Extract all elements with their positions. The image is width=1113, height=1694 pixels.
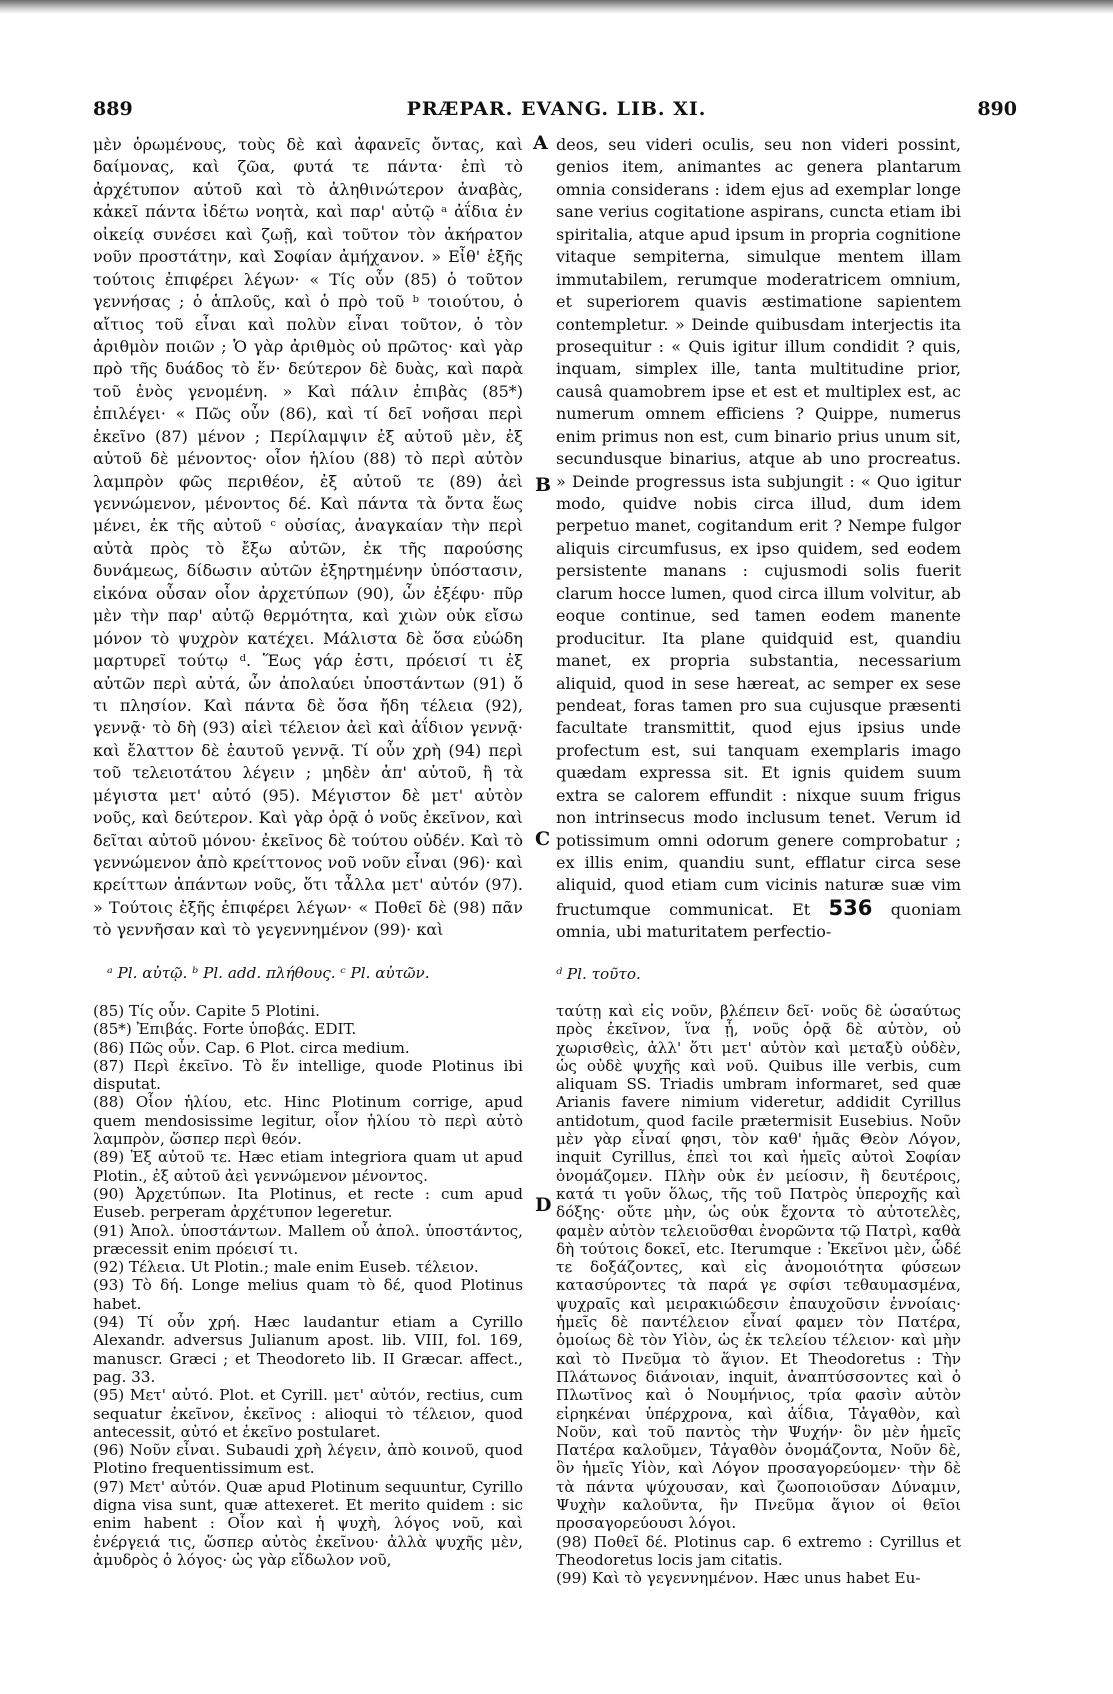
note: (97) Μετ' αὐτόν. Quæ apud Plotinum sequuntur, Cyrillo digna visa sunt, quæ attexeret. Et merito quidem : sic enim habent : Οἷον καὶ ἡ ψυχὴ, λόγος νοῦ, καὶ ἐνέργειά τις, ὥσπερ αὐτὸς ἐκεῖνου· ἀλλὰ ψυχῆς μὲν, ἀμυδρὸς ὁ λόγος· ὡς γὰρ εἴδωλον νοῦ, <box>93 1477 523 1569</box>
note: (92) Τέλεια. Ut Plotin.; male enim Euseb. τέλειον. <box>93 1258 479 1277</box>
section-marker-d: D <box>535 1194 552 1216</box>
latin-text-tail: quoniam omnia, ubi maturitatem perfectio- <box>556 899 961 942</box>
note: (86) Πῶς οὖν. Cap. 6 Plot. circa medium. <box>93 1038 410 1057</box>
page-number-536: 536 <box>828 895 873 920</box>
latin-column <box>556 134 961 944</box>
latin-text-main: deos, seu videri oculis, seu non videri possint, genios item, animantes ac genera plantarum omnia considerans : idem ejus ad exemplar longe sane verius cogitatione aspirans, cuncta etiam ibi spiritalia, atque apud ipsum in propria cognitione vitaque sempiterna, simulque mentem illam immutabilem, rerumque moderatricem omnium, et superiorem quavis æstimatione sapientem contempletur. » Deinde quibusdam interjectis ita prosequitur : « Quis igitur illum condidit ? quis, inquam, simplex ille, tanta multitudine prior, causâ quamobrem ipse et est et multiplex est, ac numerum omnem efficiens ? Quippe, numerus enim primus non est, cum binario prius unum sit, secundusque binarius, atque ab uno procreatus. » Deinde progressus ista subjungit : « Quo igitur modo, quidve nobis circa illud, dum idem perpetuo manet, cogitandum erit ? Nempe fulgor aliquis circumfusus, ex ipso quidem, sed eodem persistente manans : cujusmodi solis fuerit clarum hocce lumen, quod circa illum volvitur, ab eoque continue, sed tamen eodem manente producitur. Ita plane quidquid est, quandiu manet, ex propria substantia, necessarium aliquid, quod in sese hæreat, ac semper ex sese pendeat, foras tamen pro sua cujusque præsenti facultate transmittit, quod ejus ipsius unde profectum est, sui tanquam exemplaris imago quædam expressa sit. Et ignis quidem suum extra se calorem effundit : nixque suum frigus non intrinsecus modo inclusum tenet. Verum id potissimum omni odorum genere comprobatur ; ex illis enim, quandiu sunt, efflatur circa sese aliquid, quod etiam cum vicinis naturæ suæ vim fructumque communicat. Et <box>556 135 961 919</box>
section-marker-b: B <box>535 474 552 496</box>
section-marker-c: C <box>535 828 551 850</box>
note: (99) Καὶ τὸ γεγεννημένον. Hæc unus habet Eu- <box>556 1569 921 1588</box>
page-number-left: 889 <box>93 98 133 120</box>
note: (98) Ποθεῖ δέ. Plotinus cap. 6 extremo : Cyrillus et Theodoretus locis jam citatis. <box>556 1532 961 1569</box>
note: (85*) Ἐπιβάς. Forte ὑποβάς. EDIT. <box>93 1020 357 1039</box>
scan-top-edge <box>0 0 1113 14</box>
editor-notes-right <box>556 1002 961 1588</box>
note: ταύτῃ καὶ εἰς νοῦν, βλέπειν δεῖ· νοῦς δὲ ὡσαύτως πρὸς ἐκεῖνον, ἵνα ᾖ, νοῦς ὁρᾷ δὲ αὐτὸν, οὐ χωρισθεὶς, ἀλλ' ὅτι μετ' αὐτὸν καὶ μεταξὺ οὐδὲν, ὡς οὐδὲ ψυχῆς καὶ νοῦ. Quibus ille verbis, cum aliquam SS. Triadis umbram informaret, sed quæ Arianis favere nimium videretur, addidit Cyrillus antidotum, quod facile prætermisit Eusebius. Νοῦν μὲν γὰρ εἶναί φησι, τὸν καθ' ἡμᾶς Θεὸν Λόγον, inquit Cyrillus, ἐπεὶ τοι καὶ ἡμεῖς αὐτοὶ Σοφίαν ὀνομάζομεν. Πλὴν οὐκ ἐν μείοσιν, ἢ δευτέροις, κατά τι γοῦν ὅλως, τῆς τοῦ Πατρὸς ὑπεροχῆς καὶ δόξης· οὔτε μὴν, ὡς οὐκ ἔχοντα τὸ αὐτοτελὲς, φαμὲν αὐτὸν τελειοῦσθαι ἐνορῶντα τῷ Πατρὶ, καθὰ δὴ τούτοις δοκεῖ, etc. Iterumque : Ἐκεῖνοι μὲν, ὧδέ τε δοξάζοντες, καὶ εἰς ἀνομοιότητα φύσεων κατασύροντες τὰ παρά γε σφίσι τεθαυμασμένα, ψυχραῖς καὶ μειρακιώδεσιν ἐπαυχοῦσιν ἐννοίαις· ἡμεῖς δὲ παντέλειον εἶναί φαμεν τὸν Πατέρα, ὁμοίως δὲ τὸν Υἱὸν, ὡς ἐκ τελείου τέλειον· καὶ μὴν καὶ τὸ Πνεῦμα τὸ ἅγιον. Et Theodoretus : Τὴν Πλάτωνος διάνοιαν, inquit, ἀναπτύσσοντες καὶ ὁ Πλωτῖνος καὶ ὁ Νουμήνιος, τρία φασὶν αὐτὸν εἰρηκέναι ὑπέρχρονα, καὶ ἀΐδια, Τἀγαθὸν, καὶ Νοῦν, καὶ τοῦ παντὸς τὴν Ψυχήν· ὃν μὲν ἡμεῖς Πατέρα καλοῦμεν, Τἀγαθὸν ὀνομάζοντα, Νοῦν δὲ, ὃν ἡμεῖς Υἱὸν, καὶ Λόγον προσαγορεύομεν· τὴν δὲ τὰ πάντα ψύχουσαν, καὶ ζωοποιοῦσαν Δύναμιν, Ψυχὴν καλοῦντα, ἣν Πνεῦμα ἅγιον οἱ θεῖοι προσαγορεύουσι λόγοι. <box>556 1002 961 1533</box>
section-marker-a: A <box>533 132 548 154</box>
editor-notes-left <box>93 1002 523 1569</box>
note: (95) Μετ' αὐτό. Plot. et Cyrill. μετ' αὐτόν, rectius, cum sequatur ἐκεῖνον, ἐκεῖνος : alioqui τὸ τέλειον, quod antecessit, αὐτό et ἐκεῖνο postularet. <box>93 1386 523 1441</box>
note: (88) Οἷον ἡλίου, etc. Hinc Plotinum corrige, apud quem mendosissime legitur, οἷον ἡλίου τὸ περὶ αὐτὸ λαμπρὸν, ὥσπερ περὶ θεόν. <box>93 1093 523 1149</box>
note: (85) Τίς οὖν. Capite 5 Plotini. <box>93 1002 320 1020</box>
latin-text <box>556 134 961 944</box>
latin-footnote-line: ᵈ Pl. τοῦτο. <box>556 965 641 983</box>
note: (91) Ἀπολ. ὑποστάντων. Mallem οὗ ἀπολ. ὑποστάντος, præcessit enim πρόεισί τι. <box>93 1221 523 1258</box>
note: (87) Περὶ ἐκεῖνο. Τὸ ἕν intellige, quode Plotinus ibi disputat. <box>93 1056 523 1094</box>
note: (93) Τὸ δή. Longe melius quam τὸ δέ, quod Plotinus habet. <box>93 1276 523 1313</box>
running-title: PRÆPAR. EVANG. LIB. XI. <box>406 98 707 120</box>
note: (89) Ἐξ αὐτοῦ τε. Hæc etiam integriora quam ut apud Plotin., ἐξ αὐτοῦ ἀεὶ γεννώμενον μένοντος. <box>93 1148 523 1185</box>
greek-column <box>93 134 523 942</box>
greek-footnote-line: ᵃ Pl. αὐτῷ. ᵇ Pl. add. πλήθους. ᶜ Pl. αὐτῶν. <box>107 964 430 982</box>
note: (96) Νοῦν εἶναι. Subaudi χρὴ λέγειν, ἀπὸ κοινοῦ, quod Plotino frequentissimum est. <box>93 1441 523 1478</box>
note: (94) Τί οὖν χρή. Hæc laudantur etiam a Cyrillo Alexandr. adversus Julianum apost. lib. VIII, fol. 169, manuscr. Græci ; et Theodoreto lib. II Græcar. affect., pag. 33. <box>93 1313 523 1386</box>
greek-text: μὲν ὁρωμένους, τοὺς δὲ καὶ ἀφανεῖς ὄντας, καὶ δαίμονας, καὶ ζῶα, φυτά τε πάντα· ἐπὶ τὸ ἀρχέτυπον αὐτοῦ καὶ τὸ ἀληθινώτερον ἀναβὰς, κἀκεῖ πάντα ἰδέτω νοητὰ, καὶ παρ' αὐτῷ ᵃ ἀΐδια ἐν οἰκείᾳ συνέσει καὶ ζωῇ, καὶ τοῦτον τὸν ἀκήρατον νοῦν προστάτην, καὶ Σοφίαν ἀμήχανον. » Εἶθ' ἑξῆς τούτοις ἐπιφέρει λέγων· « Τίς οὖν (85) ὁ τοῦτον γεννήσας ; ὁ ἁπλοῦς, καὶ ὁ πρὸ τοῦ ᵇ τοιούτου, ὁ αἴτιος τοῦ εἶναι καὶ πολὺν εἶναι τοῦτον, ὁ τὸν ἀριθμὸν ποιῶν ; Ὁ γὰρ ἀριθμὸς οὐ πρῶτος· καὶ γὰρ πρὸ τῆς δυάδος τὸ ἕν· δεύτερον δὲ δυὰς, καὶ παρὰ τοῦ ἑνὸς γενομένη. » Καὶ πάλιν ἐπιβὰς (85*) ἐπιλέγει· « Πῶς οὖν (86), καὶ τί δεῖ νοῆσαι περὶ ἐκεῖνο (87) μένον ; Περίλαμψιν ἐξ αὐτοῦ μὲν, ἐξ αὐτοῦ δὲ μένοντος· οἷον ἡλίου (88) τὸ περὶ αὐτὸν λαμπρὸν φῶς περιθέον, ἐξ αὐτοῦ τε (89) ἀεὶ γεννώμενον, μένοντος δέ. Καὶ πάντα τὰ ὄντα ἕως μένει, ἐκ τῆς αὐτοῦ ᶜ οὐσίας, ἀναγκαίαν τὴν περὶ αὐτὰ πρὸς τὸ ἔξω αὐτῶν, ἐκ τῆς παρούσης δυνάμεως, δίδωσιν αὐτῶν ἐξηρτημένην ὑπόστασιν, εἰκόνα οὖσαν οἷον ἀρχετύπων (90), ὧν ἐξέφυ· πῦρ μὲν τὴν παρ' αὐτῷ θερμότητα, καὶ χιὼν οὐκ εἴσω μόνον τὸ ψυχρὸν κατέχει. Μάλιστα δὲ ὅσα εὐώδη μαρτυρεῖ τούτῳ ᵈ. Ἕως γάρ ἐστι, πρόεισί τι ἐξ αὐτῶν περὶ αὐτά, ὧν ἀπολαύει ὑποστάντων (91) ὅ τι πλησίον. Καὶ πάντα δὲ ὅσα ἤδη τέλεια (92), γεννᾷ· τὸ δὴ (93) αἰεὶ τέλειον ἀεὶ καὶ ἀΐδιον γεννᾷ· καὶ ἔλαττον δὲ ἑαυτοῦ γεννᾷ. Τί οὖν χρὴ (94) περὶ τοῦ τελειοτάτου λέγειν ; μηδὲν ἀπ' αὐτοῦ, ἢ τὰ μέγιστα μετ' αὐτό (95). Μέγιστον δὲ μετ' αὐτὸν νοῦς, καὶ δεύτερον. Καὶ γὰρ ὁρᾷ ὁ νοῦς ἐκεῖνον, καὶ δεῖται αὐτοῦ μόνου· ἐκεῖνος δὲ τούτου οὐδέν. Καὶ τὸ γεννώμενον ἀπὸ κρείττονος νοῦ νοῦν εἶναι (96)· καὶ κρείττων ἁπάντων νοῦς, ὅτι τἆλλα μετ' αὐτόν (97). » Τούτοις ἑξῆς ἐπιφέρει λέγων· « Ποθεῖ δὲ (98) πᾶν τὸ γεννῆσαν καὶ τὸ γεγεννημένον (99)· καὶ <box>93 135 523 940</box>
latin-text-footnote <box>556 965 961 983</box>
note: (90) Ἀρχετύπων. Ita Plotinus, et recte : cum apud Euseb. perperam ἀρχέτυπον legeretur. <box>93 1184 523 1222</box>
greek-text-footnotes <box>107 964 523 982</box>
page-number-right: 890 <box>977 98 1017 120</box>
